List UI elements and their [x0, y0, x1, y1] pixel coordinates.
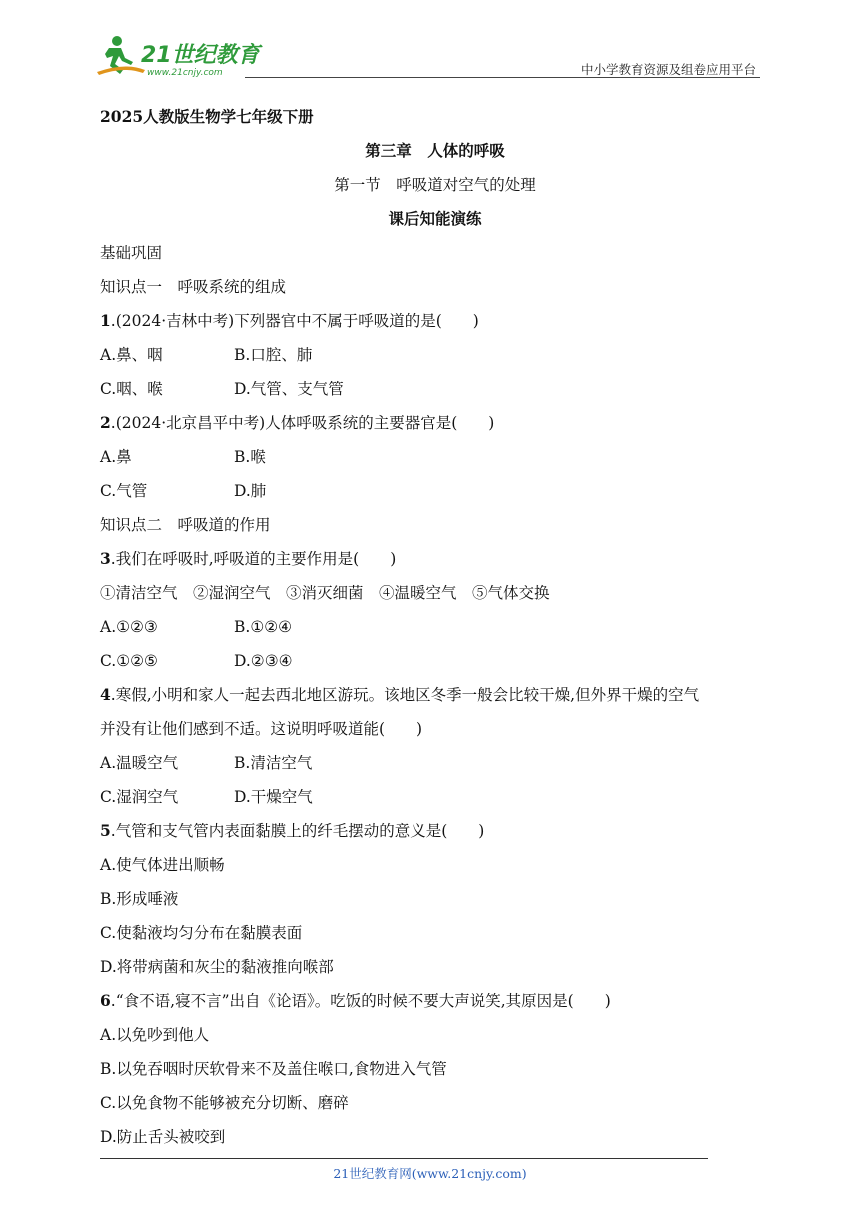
option: A.使气体进出顺畅: [100, 856, 225, 874]
options-row: [100, 644, 770, 678]
option: D.气管、支气管: [234, 380, 344, 398]
option: D.将带病菌和灰尘的黏液推向喉部: [100, 958, 334, 976]
question-2: 2.(2024·北京昌平中考)人体呼吸系统的主要器官是( ): [100, 413, 495, 432]
options-row: [100, 474, 770, 508]
chapter-title: 第三章 人体的呼吸: [365, 141, 505, 160]
page-header: [95, 32, 760, 80]
footer-divider: [100, 1158, 708, 1159]
option: D.干燥空气: [234, 788, 313, 806]
option: C.以免食物不能够被充分切断、磨碎: [100, 1094, 349, 1112]
option: C.使黏液均匀分布在黏膜表面: [100, 924, 303, 942]
option: B.清洁空气: [234, 754, 313, 772]
option: A.鼻、咽: [100, 346, 163, 364]
option: C.湿润空气: [100, 788, 179, 806]
option: A.①②③: [100, 618, 158, 636]
svg-text:21世纪教育: 21世纪教育: [141, 43, 260, 68]
21cnjy-logo: [95, 32, 265, 80]
question-3-items: ①清洁空气 ②湿润空气 ③消灭细菌 ④温暖空气 ⑤气体交换: [100, 584, 550, 602]
practice-title: 课后知能演练: [388, 209, 482, 228]
option: D.②③④: [234, 652, 293, 670]
level-heading: 基础巩固: [100, 244, 163, 262]
book-title: 2025人教版生物学七年级下册: [100, 107, 314, 126]
option: A.以免吵到他人: [100, 1026, 210, 1044]
option: B.①②④: [234, 618, 293, 636]
question-6: 6.“食不语,寝不言”出自《论语》。吃饭的时候不要大声说笑,其原因是( ): [100, 991, 611, 1010]
options-row: [100, 372, 770, 406]
option: B.口腔、肺: [234, 346, 313, 364]
option: C.气管: [100, 482, 148, 500]
header-platform-text: 中小学教育资源及组卷应用平台: [580, 62, 756, 77]
option: D.防止舌头被咬到: [100, 1128, 226, 1146]
question-1: 1.(2024·吉林中考)下列器官中不属于呼吸道的是( ): [100, 311, 479, 330]
question-5: 5.气管和支气管内表面黏膜上的纤毛摆动的意义是( ): [100, 821, 485, 840]
options-row: [100, 610, 770, 644]
knowledge-point-2: 知识点二 呼吸道的作用: [100, 516, 271, 534]
question-3: 3.我们在呼吸时,呼吸道的主要作用是( ): [100, 549, 397, 568]
knowledge-point-1: 知识点一 呼吸系统的组成: [100, 278, 287, 296]
option: B.喉: [234, 448, 266, 466]
footer-link[interactable]: 21世纪教育网(www.21cnjy.com): [333, 1166, 527, 1181]
option: D.肺: [234, 482, 267, 500]
worksheet-content: [100, 100, 770, 1154]
option: B.形成唾液: [100, 890, 179, 908]
options-row: [100, 780, 770, 814]
section-title: 第一节 呼吸道对空气的处理: [334, 176, 536, 194]
header-divider: [245, 77, 760, 78]
options-row: [100, 440, 770, 474]
option: C.①②⑤: [100, 652, 158, 670]
option: B.以免吞咽时厌软骨来不及盖住喉口,食物进入气管: [100, 1060, 447, 1078]
svg-text:www.21cnjy.com: www.21cnjy.com: [147, 68, 223, 78]
options-row: [100, 338, 770, 372]
option: C.咽、喉: [100, 380, 163, 398]
option: A.温暖空气: [100, 754, 179, 772]
options-row: [100, 746, 770, 780]
option: A.鼻: [100, 448, 132, 466]
question-4-cont: 并没有让他们感到不适。这说明呼吸道能( ): [100, 720, 423, 738]
question-4: 4.寒假,小明和家人一起去西北地区游玩。该地区冬季一般会比较干燥,但外界干燥的空气: [100, 685, 700, 704]
